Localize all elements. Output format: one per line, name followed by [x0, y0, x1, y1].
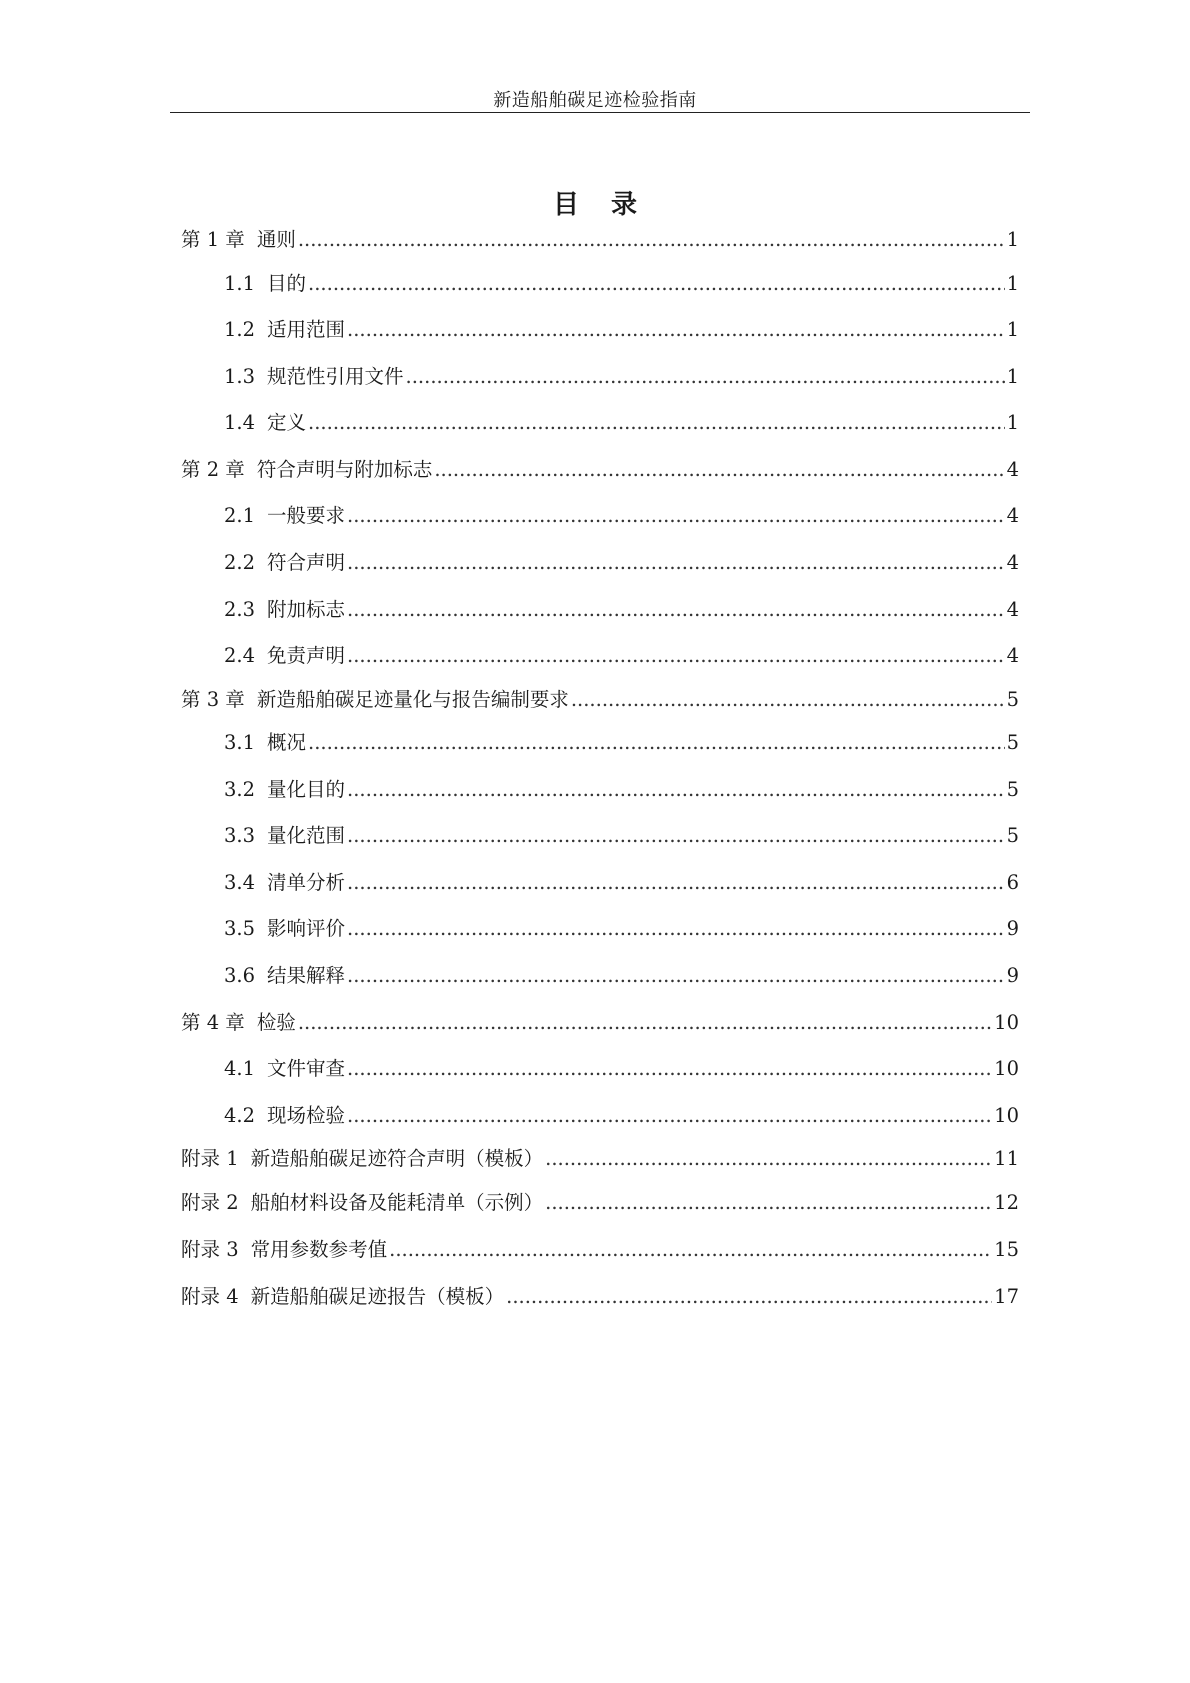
- toc-entry-page: 1: [1006, 318, 1019, 341]
- toc-entry-section-1-1[interactable]: [224, 270, 1019, 298]
- toc-dot-leader: [434, 456, 1004, 484]
- toc-entry-number: 3.3: [224, 824, 256, 847]
- running-header-title: 新造船舶碳足迹检验指南: [493, 90, 697, 111]
- toc-entry-number: 1.3: [224, 365, 256, 388]
- toc-dot-leader: [347, 869, 1005, 897]
- toc-entry-appendix-2[interactable]: [181, 1189, 1019, 1217]
- toc-dot-leader: [308, 409, 1005, 437]
- toc-entry-section-2-1[interactable]: [224, 502, 1019, 530]
- toc-entry-section-3-4[interactable]: [224, 869, 1019, 897]
- toc-entry-section-2-3[interactable]: [224, 596, 1019, 624]
- toc-entry-number: 附录 3: [181, 1238, 239, 1261]
- toc-entry-chapter-3[interactable]: [181, 686, 1019, 714]
- toc-entry-label: 定义: [267, 411, 307, 434]
- header-divider: [170, 112, 1030, 113]
- toc-entry-page: 11: [994, 1147, 1019, 1170]
- toc-entry-page: 5: [1006, 731, 1019, 754]
- toc-entry-number: 1.2: [224, 318, 256, 341]
- toc-entry-chapter-2[interactable]: [181, 456, 1019, 484]
- toc-entry-appendix-1[interactable]: [181, 1145, 1019, 1173]
- toc-entry-section-3-1[interactable]: [224, 729, 1019, 757]
- toc-entry-label: 清单分析: [267, 871, 346, 894]
- toc-dot-leader: [347, 502, 1005, 530]
- toc-entry-label: 规范性引用文件: [267, 365, 404, 388]
- toc-entry-label: 船舶材料设备及能耗清单（示例）: [250, 1191, 544, 1214]
- toc-entry-number: 2.1: [224, 504, 256, 527]
- toc-dot-leader: [571, 686, 1005, 714]
- toc-dot-leader: [545, 1189, 992, 1217]
- toc-entry-number: 1.4: [224, 411, 256, 434]
- toc-entry-label: 免责声明: [267, 644, 346, 667]
- toc-dot-leader: [406, 363, 1005, 391]
- toc-entry-number: 3.4: [224, 871, 256, 894]
- toc-entry-number: 3.1: [224, 731, 256, 754]
- toc-dot-leader: [308, 729, 1005, 757]
- toc-entry-number: 2.4: [224, 644, 256, 667]
- toc-entry-page: 6: [1006, 871, 1019, 894]
- toc-entry-number: 第 3 章: [181, 688, 245, 711]
- toc-entry-section-2-2[interactable]: [224, 549, 1019, 577]
- toc-entry-label: 目的: [267, 272, 307, 295]
- toc-entry-number: 第 2 章: [181, 458, 245, 481]
- toc-entry-page: 4: [1006, 551, 1019, 574]
- toc-entry-number: 附录 2: [181, 1191, 239, 1214]
- toc-dot-leader: [347, 596, 1005, 624]
- toc-dot-leader: [308, 270, 1005, 298]
- toc-entry-section-1-2[interactable]: [224, 316, 1019, 344]
- toc-entry-section-3-5[interactable]: [224, 915, 1019, 943]
- toc-entry-number: 附录 4: [181, 1285, 239, 1308]
- toc-entry-number: 第 1 章: [181, 228, 245, 251]
- toc-entry-label: 常用参数参考值: [250, 1238, 388, 1261]
- toc-entry-page: 17: [994, 1285, 1019, 1308]
- toc-entry-page: 4: [1006, 644, 1019, 667]
- toc-entry-page: 4: [1006, 458, 1019, 481]
- toc-entry-label: 量化目的: [267, 778, 346, 801]
- toc-entry-page: 9: [1006, 917, 1019, 940]
- toc-entry-label: 影响评价: [267, 917, 346, 940]
- toc-entry-number: 1.1: [224, 272, 256, 295]
- toc-entry-label: 量化范围: [267, 824, 346, 847]
- toc-entry-number: 4.2: [224, 1104, 256, 1127]
- toc-dot-leader: [347, 962, 1005, 990]
- toc-entry-label: 文件审查: [267, 1057, 346, 1080]
- toc-dot-leader: [298, 1009, 992, 1037]
- toc-dot-leader: [347, 776, 1005, 804]
- toc-entry-number: 4.1: [224, 1057, 256, 1080]
- toc-dot-leader: [347, 1102, 992, 1130]
- toc-entry-label: 符合声明: [267, 551, 346, 574]
- toc-entry-section-4-2[interactable]: [224, 1102, 1019, 1130]
- toc-dot-leader: [506, 1283, 992, 1311]
- toc-entry-page: 1: [1006, 272, 1019, 295]
- toc-entry-page: 9: [1006, 964, 1019, 987]
- toc-entry-number: 3.2: [224, 778, 256, 801]
- toc-entry-section-3-6[interactable]: [224, 962, 1019, 990]
- toc-entry-number: 3.6: [224, 964, 256, 987]
- toc-entry-label: 新造船舶碳足迹符合声明（模板）: [250, 1147, 544, 1170]
- toc-entry-number: 3.5: [224, 917, 256, 940]
- toc-heading: 目录: [552, 190, 669, 220]
- toc-entry-page: 5: [1006, 688, 1019, 711]
- toc-entry-page: 12: [994, 1191, 1019, 1214]
- toc-dot-leader: [389, 1236, 992, 1264]
- toc-entry-section-3-2[interactable]: [224, 776, 1019, 804]
- toc-entry-number: 第 4 章: [181, 1011, 245, 1034]
- toc-entry-section-1-3[interactable]: [224, 363, 1019, 391]
- toc-entry-label: 新造船舶碳足迹量化与报告编制要求: [256, 688, 569, 711]
- toc-entry-label: 新造船舶碳足迹报告（模板）: [250, 1285, 505, 1308]
- toc-entry-page: 10: [994, 1011, 1019, 1034]
- toc-dot-leader: [298, 226, 1005, 254]
- toc-dot-leader: [347, 642, 1005, 670]
- toc-dot-leader: [347, 822, 1005, 850]
- toc-entry-label: 符合声明与附加标志: [256, 458, 433, 481]
- toc-entry-page: 1: [1006, 228, 1019, 251]
- toc-entry-section-3-3[interactable]: [224, 822, 1019, 850]
- toc-dot-leader: [347, 549, 1005, 577]
- toc-entry-chapter-1[interactable]: [181, 226, 1019, 254]
- toc-entry-number: 附录 1: [181, 1147, 239, 1170]
- toc-dot-leader: [347, 316, 1005, 344]
- toc-entry-page: 4: [1006, 598, 1019, 621]
- toc-entry-page: 15: [994, 1238, 1019, 1261]
- toc-entry-number: 2.2: [224, 551, 256, 574]
- toc-entry-page: 10: [994, 1104, 1019, 1127]
- toc-entry-label: 通则: [256, 228, 296, 251]
- toc-entry-appendix-4[interactable]: [181, 1283, 1019, 1311]
- toc-entry-section-2-4[interactable]: [224, 642, 1019, 670]
- toc-entry-number: 2.3: [224, 598, 256, 621]
- toc-entry-page: 5: [1006, 824, 1019, 847]
- toc-dot-leader: [545, 1145, 992, 1173]
- toc-entry-page: 4: [1006, 504, 1019, 527]
- toc-entry-label: 结果解释: [267, 964, 346, 987]
- toc-dot-leader: [347, 1055, 992, 1083]
- toc-entry-label: 附加标志: [267, 598, 346, 621]
- toc-entry-label: 概况: [267, 731, 307, 754]
- toc-entry-label: 适用范围: [267, 318, 346, 341]
- toc-entry-section-4-1[interactable]: [224, 1055, 1019, 1083]
- toc-entry-page: 1: [1006, 365, 1019, 388]
- toc-dot-leader: [347, 915, 1005, 943]
- toc-entry-section-1-4[interactable]: [224, 409, 1019, 437]
- toc-entry-label: 一般要求: [267, 504, 346, 527]
- toc-entry-page: 1: [1006, 411, 1019, 434]
- toc-entry-label: 检验: [256, 1011, 296, 1034]
- toc-entry-chapter-4[interactable]: [181, 1009, 1019, 1037]
- toc-entry-page: 5: [1006, 778, 1019, 801]
- toc-entry-page: 10: [994, 1057, 1019, 1080]
- toc-entry-label: 现场检验: [267, 1104, 346, 1127]
- toc-entry-appendix-3[interactable]: [181, 1236, 1019, 1264]
